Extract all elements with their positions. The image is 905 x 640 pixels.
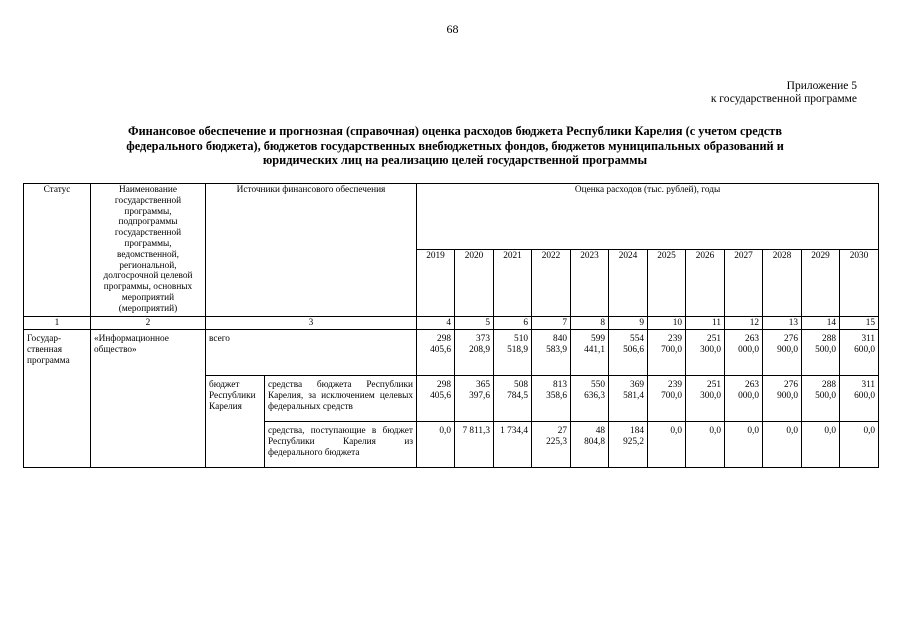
column-number: 3 <box>206 316 417 330</box>
column-number: 5 <box>455 316 494 330</box>
value-cell: 365 397,6 <box>455 376 494 422</box>
value-cell: 508 784,5 <box>494 376 532 422</box>
year-2027: 2027 <box>725 250 763 316</box>
value-cell: 0,0 <box>686 422 725 468</box>
source-total: всего <box>206 330 417 376</box>
value-cell: 263 000,0 <box>725 330 763 376</box>
value-cell: 510 518,9 <box>494 330 532 376</box>
column-number: 9 <box>609 316 648 330</box>
title-line-2: федерального бюджета), бюджетов государственных внебюджетных фондов, бюджетов муниципальных образований и <box>126 138 784 153</box>
appendix-line-2: к государственной программе <box>710 93 857 105</box>
header-status: Статус <box>24 184 91 317</box>
value-cell: 27 225,3 <box>532 422 571 468</box>
year-2020: 2020 <box>455 250 494 316</box>
column-number: 2 <box>91 316 206 330</box>
value-cell: 599 441,1 <box>571 330 609 376</box>
year-2029: 2029 <box>802 250 840 316</box>
header-estimate: Оценка расходов (тыс. рублей), годы <box>417 184 879 250</box>
value-cell: 550 636,3 <box>571 376 609 422</box>
column-number: 12 <box>725 316 763 330</box>
value-cell: 251 300,0 <box>686 330 725 376</box>
source-regional-funds: средства бюджета Республики Карелия, за исключением целевых федеральных средств <box>265 376 417 422</box>
financing-table <box>23 183 879 468</box>
value-cell: 298 405,6 <box>417 376 455 422</box>
column-number: 7 <box>532 316 571 330</box>
value-cell: 373 208,9 <box>455 330 494 376</box>
value-cell: 0,0 <box>763 422 802 468</box>
value-cell: 369 581,4 <box>609 376 648 422</box>
title-line-3: юридических лиц на реализацию целей государственной программы <box>262 153 648 167</box>
column-number: 1 <box>24 316 91 330</box>
year-2030: 2030 <box>840 250 879 316</box>
year-2022: 2022 <box>532 250 571 316</box>
column-number: 4 <box>417 316 455 330</box>
value-cell: 298 405,6 <box>417 330 455 376</box>
column-number: 10 <box>648 316 686 330</box>
column-number: 8 <box>571 316 609 330</box>
appendix-line-1: Приложение 5 <box>786 80 857 92</box>
year-2025: 2025 <box>648 250 686 316</box>
header-sources: Источники финансового обеспечения <box>206 184 417 317</box>
value-cell: 813 358,6 <box>532 376 571 422</box>
value-cell: 276 900,0 <box>763 330 802 376</box>
value-cell: 251 300,0 <box>686 376 725 422</box>
year-2024: 2024 <box>609 250 648 316</box>
column-number: 6 <box>494 316 532 330</box>
table-row-total <box>24 330 879 376</box>
appendix-note <box>711 80 857 106</box>
value-cell: 0,0 <box>725 422 763 468</box>
column-number: 14 <box>802 316 840 330</box>
page-number: 68 <box>446 22 459 36</box>
value-cell: 288 500,0 <box>802 330 840 376</box>
value-cell: 7 811,3 <box>455 422 494 468</box>
source-federal-funds: средства, поступающие в бюджет Республики Карелия из федерального бюджета <box>265 422 417 468</box>
header-row <box>24 184 879 250</box>
value-cell: 0,0 <box>648 422 686 468</box>
value-cell: 554 506,6 <box>609 330 648 376</box>
value-cell: 263 000,0 <box>725 376 763 422</box>
year-2021: 2021 <box>494 250 532 316</box>
value-cell: 0,0 <box>417 422 455 468</box>
header-program-name: Наименование государственной программы, подпрограммы государственной программы, ведомственной, региональной, долгосрочной целевой программы, основных мероприятий (мероприятий) <box>91 184 206 317</box>
column-number: 11 <box>686 316 725 330</box>
year-2023: 2023 <box>571 250 609 316</box>
year-2028: 2028 <box>763 250 802 316</box>
budget-group-cell: бюджет Республики Карелия <box>206 376 265 468</box>
title-line-1: Финансовое обеспечение и прогнозная (справочная) оценка расходов бюджета Республики Карелия (с учетом средств <box>128 124 782 138</box>
value-cell: 311 600,0 <box>840 376 879 422</box>
column-number-row <box>24 316 879 330</box>
value-cell: 184 925,2 <box>609 422 648 468</box>
column-number: 15 <box>840 316 879 330</box>
document-title <box>60 124 850 168</box>
value-cell: 311 600,0 <box>840 330 879 376</box>
year-2019: 2019 <box>417 250 455 316</box>
value-cell: 0,0 <box>840 422 879 468</box>
status-cell: Государ-ственная программа <box>24 330 91 468</box>
year-2026: 2026 <box>686 250 725 316</box>
value-cell: 0,0 <box>802 422 840 468</box>
value-cell: 48 804,8 <box>571 422 609 468</box>
value-cell: 276 900,0 <box>763 376 802 422</box>
value-cell: 1 734,4 <box>494 422 532 468</box>
value-cell: 288 500,0 <box>802 376 840 422</box>
program-name-cell: «Информационное общество» <box>91 330 206 468</box>
column-number: 13 <box>763 316 802 330</box>
value-cell: 239 700,0 <box>648 376 686 422</box>
value-cell: 840 583,9 <box>532 330 571 376</box>
value-cell: 239 700,0 <box>648 330 686 376</box>
